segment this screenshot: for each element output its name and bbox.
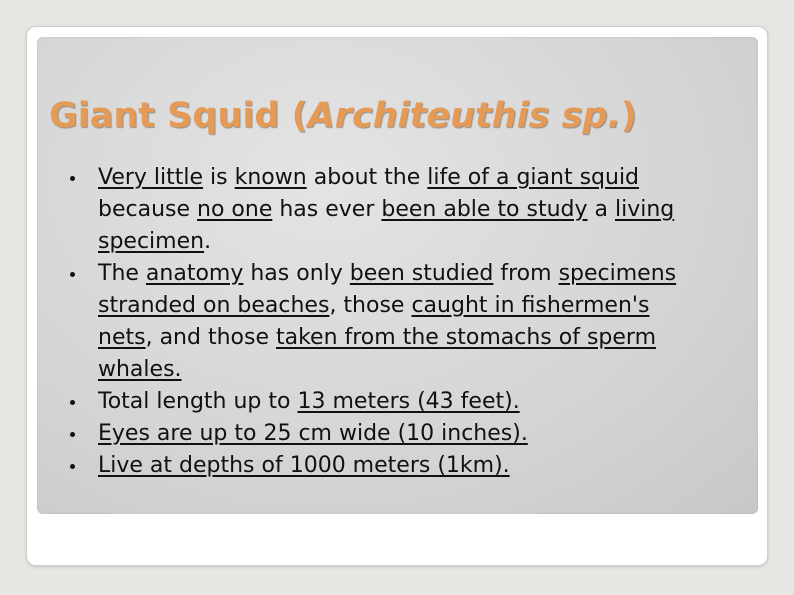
bullet-text-segment: is bbox=[203, 165, 235, 190]
title-scientific-name: Architeuthis sp. bbox=[307, 96, 621, 136]
bullet-text-segment: known bbox=[234, 165, 307, 190]
bullet-text-segment: anatomy bbox=[145, 261, 244, 286]
bullet-text-segment: a bbox=[587, 197, 615, 222]
bullet-item bbox=[70, 162, 710, 258]
bullet-item bbox=[70, 418, 710, 450]
bullet-text-segment: . bbox=[204, 229, 212, 254]
bullet-text-segment: taken from the stomachs of sperm whales. bbox=[98, 325, 656, 382]
bullet-text-segment: Eyes are up to 25 cm wide (10 inches). bbox=[98, 421, 528, 446]
bullet-item bbox=[70, 450, 710, 482]
bullet-text-segment: has only bbox=[243, 261, 350, 286]
bullet-dot-icon bbox=[70, 176, 75, 181]
bullet-text-segment: 13 meters (43 feet). bbox=[297, 389, 520, 414]
bullet-text-segment: Total length up to bbox=[98, 389, 298, 414]
bullet-text-segment: from bbox=[493, 261, 559, 286]
bullet-dot-icon bbox=[70, 432, 75, 437]
bullet-text-segment: life of a giant squid bbox=[427, 165, 640, 190]
bullet-text-segment: specimens stranded on beaches bbox=[98, 261, 677, 318]
title-prefix: Giant Squid ( bbox=[49, 96, 308, 136]
bullet-item bbox=[70, 258, 710, 386]
bullet-text-segment: about the bbox=[306, 165, 428, 190]
bullet-dot-icon bbox=[70, 272, 75, 277]
bullet-dot-icon bbox=[70, 464, 75, 469]
slide-title bbox=[49, 92, 637, 140]
bullet-text-segment: been able to study bbox=[381, 197, 588, 222]
bullet-text-segment: , those bbox=[329, 293, 412, 318]
bullet-text-segment: Very little bbox=[98, 165, 204, 190]
title-suffix: ) bbox=[620, 96, 637, 136]
bullet-list bbox=[70, 162, 710, 482]
bullet-item bbox=[70, 386, 710, 418]
bullet-text-segment: been studied bbox=[349, 261, 494, 286]
bullet-text-segment: The bbox=[98, 261, 146, 286]
bullet-text-segment: living specimen bbox=[98, 197, 675, 254]
bullet-text-segment: no one bbox=[197, 197, 273, 222]
bullet-text-segment: caught in fishermen's nets bbox=[98, 293, 650, 350]
bullet-text-segment: because bbox=[98, 197, 198, 222]
bullet-text-segment: Live at depths of 1000 meters (1km). bbox=[98, 453, 510, 478]
bullet-text-segment: , and those bbox=[145, 325, 276, 350]
bullet-text-segment: has ever bbox=[272, 197, 382, 222]
bullet-dot-icon bbox=[70, 400, 75, 405]
